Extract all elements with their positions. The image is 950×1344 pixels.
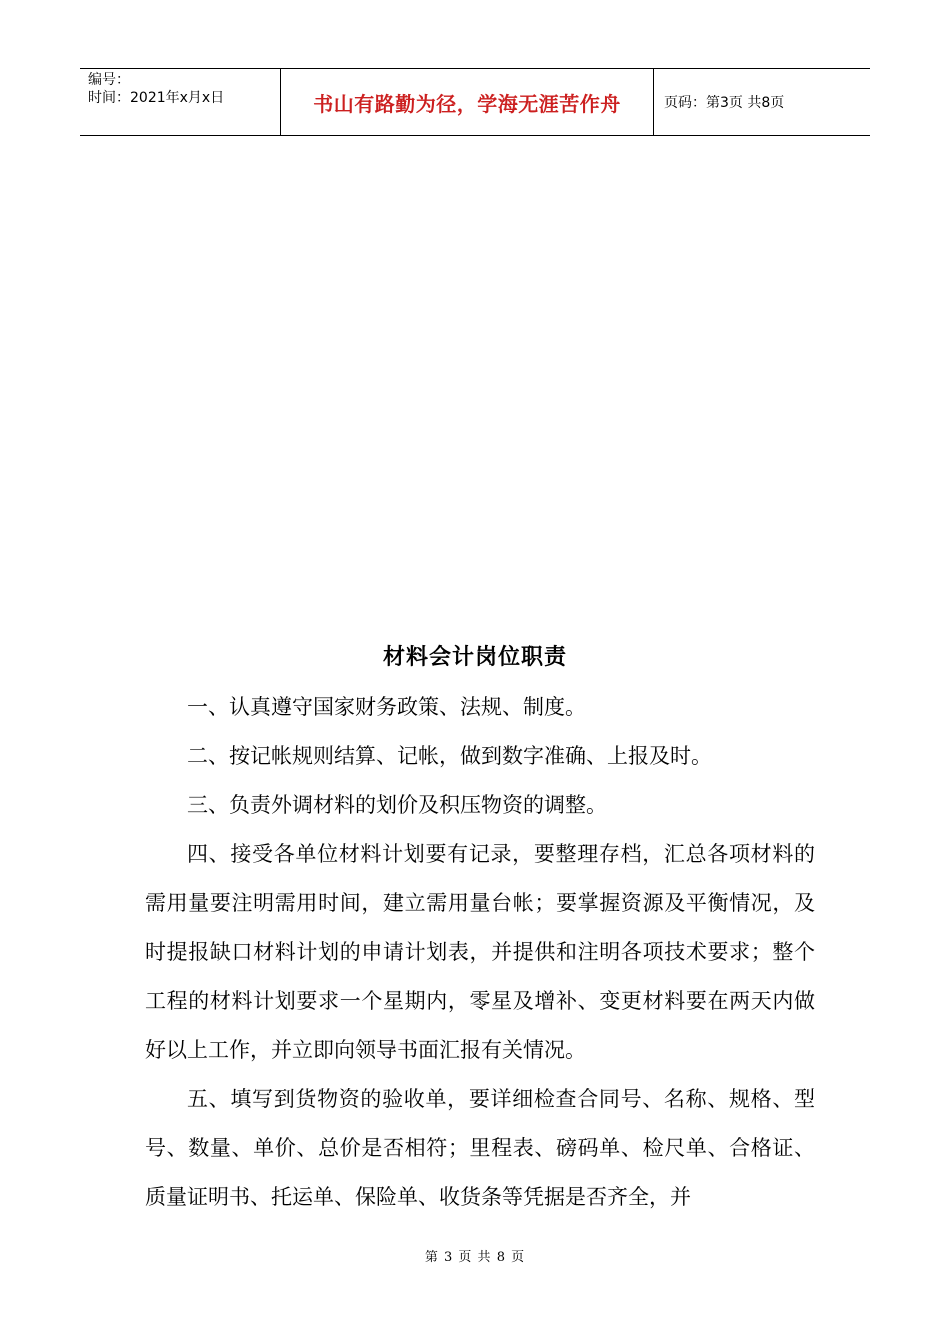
paragraph-2: 二、按记帐规则结算、记帐，做到数字准确、上报及时。 <box>187 744 712 768</box>
document-title: 材料会计岗位职责 <box>382 645 567 670</box>
paragraph-1: 一、认真遵守国家财务政策、法规、制度。 <box>187 695 586 719</box>
page-footer: 第 3 页 共 8 页 <box>424 1250 526 1265</box>
number-label: 编号： <box>88 72 130 88</box>
header-meta <box>80 69 281 135</box>
time-label: 时间：2021年x月x日 <box>88 90 225 106</box>
paragraph-4: 四、接受各单位材料计划要有记录，要整理存档，汇总各项材料的需用量要注明需用时间，建立需用量台帐；要掌握资源及平衡情况，及时提报缺口材料计划的申请计划表，并提供和注明各项技术要求；整个工程的材料计划要求一个星期内，零星及增补、变更材料要在两天内做好以上工作，并立即向领导书面汇报有关情况。 <box>145 842 815 1062</box>
header-motto: 书山有路勤为径，学海无涯苦作舟 <box>281 69 654 135</box>
header-page-info: 页码：第3页 共8页 <box>664 95 785 111</box>
document-body <box>145 683 815 1222</box>
paragraph-5: 五、填写到货物资的验收单，要详细检查合同号、名称、规格、型号、数量、单价、总价是否相符；里程表、磅码单、检尺单、合格证、质量证明书、托运单、保险单、收货条等凭据是否齐全，并 <box>145 1087 815 1209</box>
paragraph-3: 三、负责外调材料的划价及积压物资的调整。 <box>187 793 607 817</box>
header-table <box>80 68 870 136</box>
